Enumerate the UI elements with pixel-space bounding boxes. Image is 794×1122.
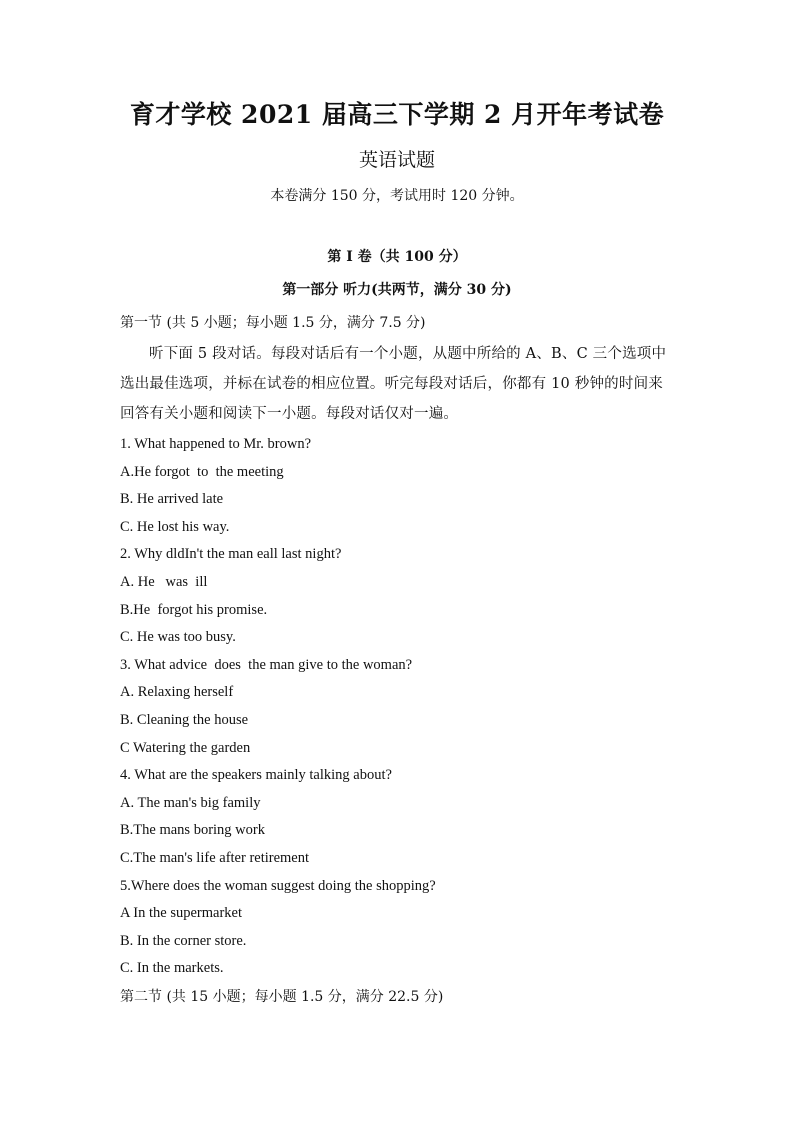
option-line: B. In the corner store. — [120, 932, 247, 949]
option-line: B. Cleaning the house — [120, 711, 249, 728]
exam-note: 本卷满分 150 分，考试用时 120 分钟。 — [270, 188, 524, 204]
option-line: C. In the markets. — [120, 960, 224, 977]
section-2-heading: 第二节 (共 15 小题；每小题 1.5 分，满分 22.5 分) — [120, 989, 444, 1005]
question-list — [120, 432, 436, 984]
option-line: A.He forgot to the meeting — [120, 463, 284, 480]
question-line: 4. What are the speakers mainly talking about? — [120, 767, 392, 784]
volume-heading: 第 I 卷（共 100 分） — [327, 249, 467, 265]
section-1-instructions: 听下面 5 段对话。每段对话后有一个小题，从题中所给的 A、B、C 三个选项中选出最佳选项，并标在试卷的相应位置。听完每段对话后，你都有 10 秒钟的时间来回答有关小题和阅读下一小题。每段对话仅对一遍。 — [120, 346, 667, 422]
exam-subtitle: 英语试题 — [358, 149, 435, 171]
option-line: A. The man's big family — [120, 794, 261, 811]
question-line: 2. Why dldIn't the man eall last night? — [120, 546, 342, 563]
option-line: A. He was ill — [120, 573, 208, 590]
option-line: B.He forgot his promise. — [120, 601, 268, 618]
question-line: 1. What happened to Mr. brown? — [120, 436, 312, 452]
question-line: 5.Where does the woman suggest doing the shopping? — [120, 877, 436, 894]
exam-title: 育才学校 2021 届高三下学期 2 月开年考试卷 — [129, 100, 665, 129]
option-line: B. He arrived late — [120, 491, 224, 508]
question-line: 3. What advice does the man give to the woman? — [120, 656, 413, 673]
option-line: A In the supermarket — [120, 905, 243, 922]
option-line: C Watering the garden — [120, 739, 251, 756]
option-line: C. He was too busy. — [120, 629, 236, 646]
option-line: B.The mans boring work — [120, 822, 265, 839]
option-line: A. Relaxing herself — [120, 684, 234, 701]
option-line: C. He lost his way. — [120, 518, 230, 535]
section-1-heading: 第一节 (共 5 小题；每小题 1.5 分，满分 7.5 分) — [120, 315, 426, 331]
part-heading: 第一部分 听力(共两节，满分 30 分) — [282, 282, 512, 298]
option-line: C.The man's life after retirement — [120, 849, 310, 866]
